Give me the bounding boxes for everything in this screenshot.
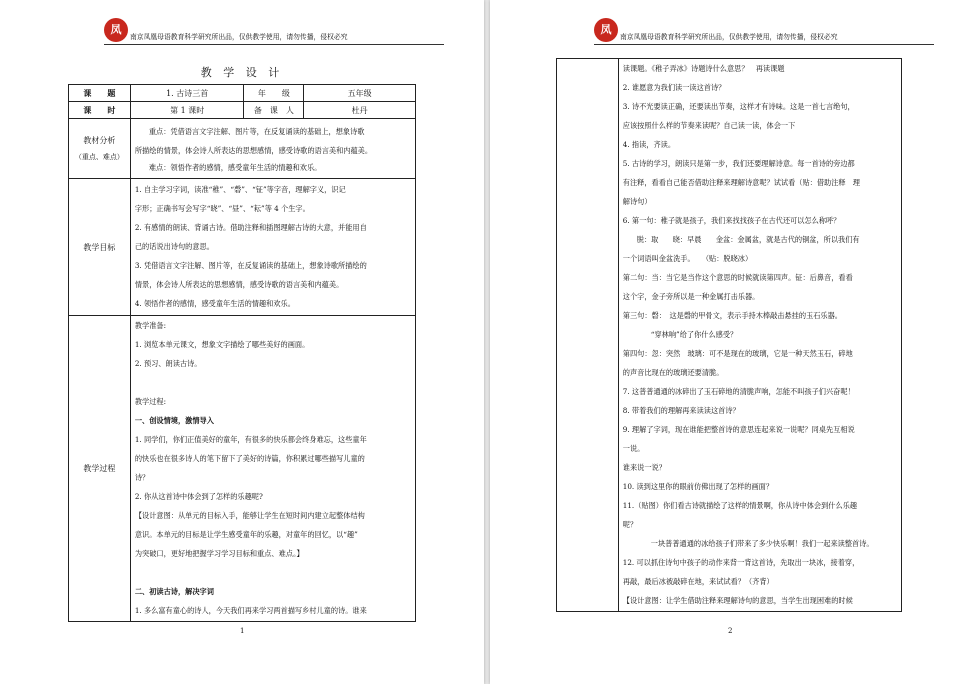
header-rule: [104, 44, 444, 45]
label-analysis: [69, 119, 131, 179]
process-line: 再敲，最后冰被敲碎在地，来试试看？（齐背）: [622, 577, 774, 586]
value-grade: 五年级: [304, 85, 416, 102]
row-period: [69, 102, 416, 119]
process-line: 解诗句）: [622, 197, 652, 206]
process-line: 第二句：当：当它是当作这个意思的时候就读第四声。钲：后鼻音，看看: [622, 273, 853, 282]
publisher-logo-icon: 凤: [594, 18, 618, 42]
process-line: 读课题。《稚子弄冰》诗题诗什么意思？ 再读课题: [622, 64, 785, 73]
process-line: 的快乐也在很多诗人的笔下留下了美好的诗篇，你积累过哪些描写儿童的: [134, 454, 365, 463]
process-line: 这个字，金子旁所以是一种金属打击乐器。: [622, 292, 760, 301]
blank-line: [131, 563, 415, 582]
label-period: 课 时: [69, 102, 131, 119]
goal-line: 1. 自主学习字词，读准“稚”、“磬”、“钲”等字音，理解字义，识记: [134, 185, 346, 194]
process-line: “穿林响”给了你什么感受？: [650, 330, 738, 339]
process-line: 教学过程:: [134, 397, 167, 406]
process-line: 6. 第一句：稚子就是孩子，我们来找找孩子在古代还可以怎么称呼？: [622, 216, 841, 225]
row-goals: [69, 179, 416, 316]
document-page-1: [0, 0, 484, 684]
label-goals: 教学目标: [69, 179, 131, 316]
process-line: 【设计意图：从单元的目标入手，能够让学生在短时间内建立起整体结构: [134, 511, 365, 520]
process-content: [130, 316, 415, 622]
process-line: 第三句：磬： 这是磬的甲骨文，表示手持木棒敲击悬挂的玉石乐器。: [622, 311, 842, 320]
goal-line: 己的话说出诗句的意思。: [134, 242, 214, 251]
goal-line: 4. 领悟作者的感情，感受童年生活的情趣和欢乐。: [134, 299, 295, 308]
header-text: 南京凤凰母语教育科学研究所出品，仅供教学使用，请勿传播，侵权必究: [620, 33, 838, 41]
analysis-content: [130, 119, 415, 179]
page-header: [104, 18, 444, 46]
process-line: 谁来说一说？: [622, 463, 666, 472]
process-line: 为突破口，更好地把握学习学习目标和重点、难点。】: [134, 549, 304, 558]
process-line: 呢？: [622, 520, 638, 529]
process-line: 1. 同学们，你们正值美好的童年，有很多的快乐都会终身难忘，这些童年: [134, 435, 367, 444]
lesson-plan-table: [68, 84, 416, 622]
publisher-logo-icon: 凤: [104, 18, 128, 42]
label-grade: 年 级: [244, 85, 304, 102]
process-line: 有注释，看看自己能否借助注释来理解诗意呢？试试看（贴：借助注释 理: [622, 178, 860, 187]
label-process: 教学过程: [69, 316, 131, 622]
analysis-line: 所描绘的情景，体会诗人所表达的思想感情，感受诗歌的语言美和内蕴美。: [134, 146, 373, 155]
value-topic: 1. 古诗三首: [130, 85, 244, 102]
process-line: 诗？: [134, 473, 150, 482]
process-line: 2. 谁愿意为我们读一读这首诗？: [622, 83, 726, 92]
page-number: 1: [240, 627, 245, 635]
label-topic: 课 题: [69, 85, 131, 102]
process-line: 11.（贴图）你们看古诗就描绘了这样的情景啊，你从诗中体会到什么乐趣: [622, 501, 858, 510]
process-line: 一个词语叫金盆洗手。 （贴：脱晓冰）: [622, 254, 753, 263]
value-teacher: 杜丹: [304, 102, 416, 119]
label-analysis-main: 教材分析: [83, 136, 116, 145]
process-line: 12. 可以抓住诗句中孩子的动作来背一背这首诗，先取出一块冰，接着穿，: [622, 558, 860, 567]
process-line: 脱：取 晓：早晨 金盆：金属盆，就是古代的铜盆，所以我们有: [636, 235, 860, 244]
process-line: 9. 理解了字词，现在谁能把整首诗的意思连起来说一说呢？同桌先互相说: [622, 425, 855, 434]
process-line: 第四句：忽：突然 玻璃：可不是现在的玻璃，它是一种天然玉石，碎地: [622, 349, 853, 358]
process-line: 1. 浏览本单元课文，想象文字描绘了哪些美好的画面。: [134, 340, 310, 349]
blank-line: [131, 373, 415, 392]
goal-line: 字形；正确书写会写字“晓”、“昼”、“耘”等 4 个生字。: [134, 204, 310, 213]
process-line: 应该按照什么样的节奏来读呢？自己读一读，体会一下: [622, 121, 796, 130]
process-line: 意识。本单元的目标是让学生感受童年的乐趣，对童年的回忆，以“趣”: [134, 530, 358, 539]
process-line: 【设计意图：让学生借助注释来理解诗句的意思，当学生出现困难的时候: [622, 596, 853, 605]
section-heading: 二、初读古诗，解决字词: [134, 587, 214, 596]
page-header: [594, 18, 934, 46]
header-rule: [594, 44, 934, 45]
process-line: 教学准备:: [134, 321, 167, 330]
process-line: 7. 这普普通通的冰碎出了玉石碎地的清脆声响，怎能不叫孩子们兴奋呢！: [622, 387, 855, 396]
page-number: 2: [728, 627, 733, 635]
process-line: 一块普普通通的冰给孩子们带来了多少快乐啊！我们一起来读整首诗。: [650, 539, 874, 548]
label-teacher: 备 课 人: [244, 102, 304, 119]
goal-line: 3. 凭借语言文字注解、图片等，在反复诵读的基础上，想象诗歌所描绘的: [134, 261, 367, 270]
label-analysis-sub: （重点、难点）: [74, 153, 124, 161]
row-topic: [69, 85, 416, 102]
process-line: 4. 指读，齐读。: [622, 140, 676, 149]
document-page-2: [490, 0, 974, 684]
process-content-continued: [618, 59, 901, 612]
row-process: [69, 316, 416, 622]
goals-content: [130, 179, 415, 316]
goal-line: 情景，体会诗人所表达的思想感情，感受诗歌的语言美和内蕴美。: [134, 280, 344, 289]
process-line: 2. 预习、朗读古诗。: [134, 359, 202, 368]
section-heading: 一、创设情境，激情导入: [134, 416, 214, 425]
process-line: 的声音比现在的玻璃还要清脆。: [622, 368, 724, 377]
document-title: 教 学 设 计: [200, 66, 284, 79]
lesson-plan-table-continued: [556, 58, 902, 612]
process-line: 5. 古诗的学习，朗读只是第一步，我们还要理解诗意。每一首诗的旁边都: [622, 159, 855, 168]
goal-line: 2. 有感情的朗读、背诵古诗。借助注释和插图理解古诗的大意，并能用自: [134, 223, 367, 232]
process-line: 10. 读到这里你的眼前仿佛出现了怎样的画面？: [622, 482, 774, 491]
row-analysis: [69, 119, 416, 179]
analysis-line: 难点：领悟作者的感情，感受童年生活的情趣和欢乐。: [148, 163, 322, 172]
label-process-empty: [557, 59, 619, 612]
process-line: 8. 带着我们的理解再来读读这首诗？: [622, 406, 740, 415]
process-line: 一说。: [622, 444, 645, 453]
header-text: 南京凤凰母语教育科学研究所出品，仅供教学使用，请勿传播，侵权必究: [130, 33, 348, 41]
process-line: 1. 多么富有童心的诗人，今天我们再来学习两首描写乡村儿童的诗。谁来: [134, 606, 367, 615]
analysis-line: 重点：凭借语言文字注解、图片等，在反复诵读的基础上，想象诗歌: [148, 127, 365, 136]
process-line: 2. 你从这首诗中体会到了怎样的乐趣呢?: [134, 492, 263, 501]
value-period: 第 1 课时: [130, 102, 244, 119]
row-process-continued: [557, 59, 902, 612]
process-line: 3. 诗不光要读正确，还要读出节奏，这样才有诗味。这是一首七言绝句，: [622, 102, 855, 111]
